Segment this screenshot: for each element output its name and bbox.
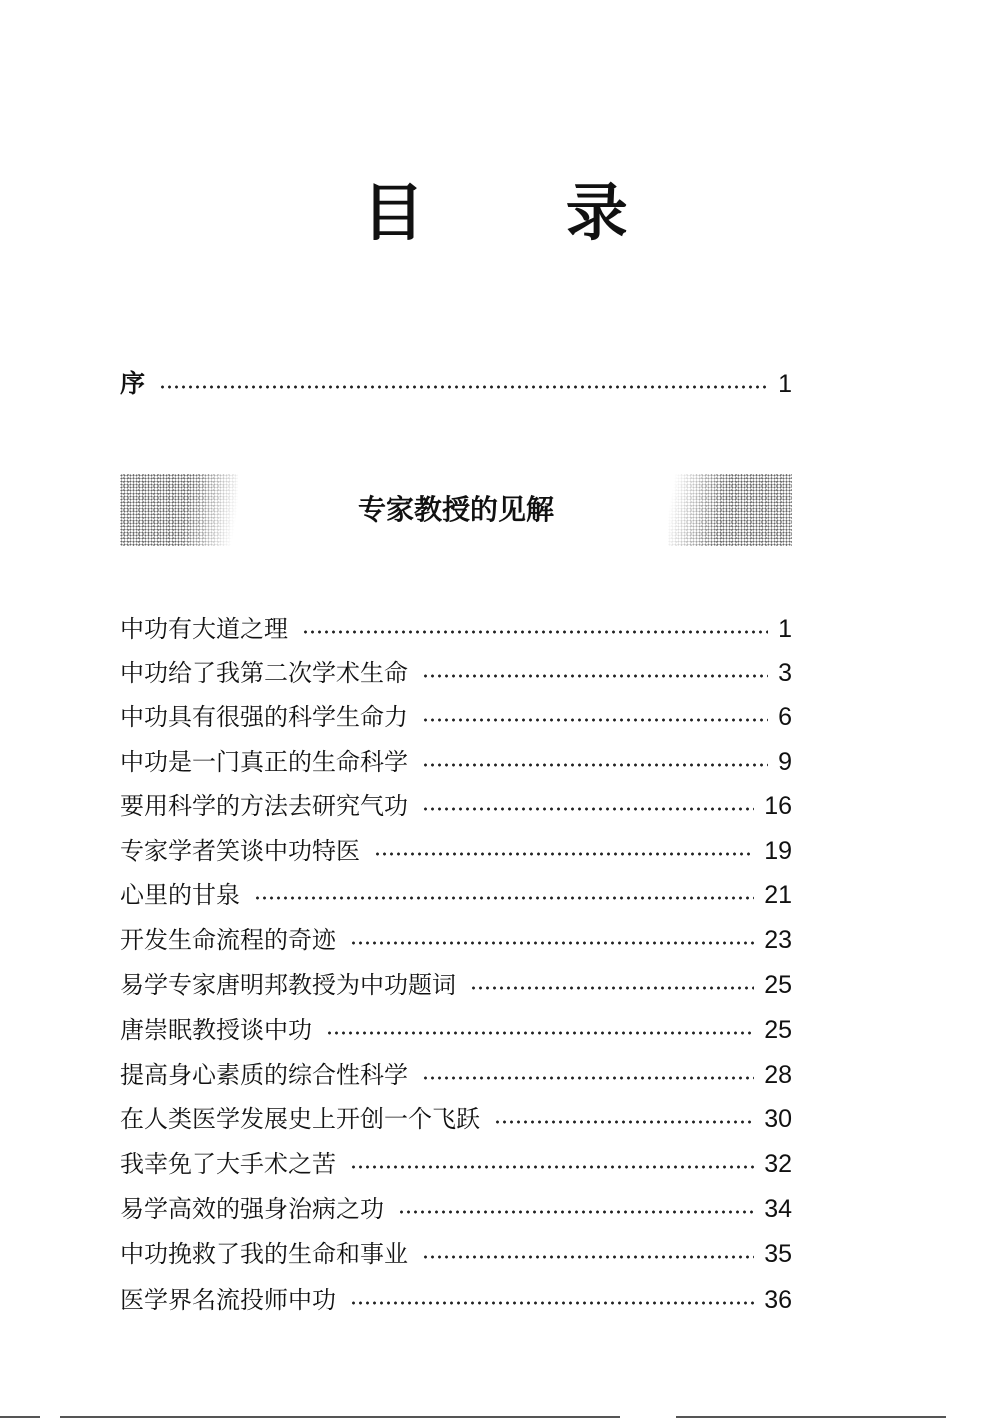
dot-leader bbox=[350, 1301, 754, 1305]
dot-leader bbox=[422, 1255, 754, 1259]
dot-leader bbox=[350, 941, 754, 945]
toc-entry[interactable] bbox=[120, 744, 792, 780]
toc-entry-page: 35 bbox=[764, 1240, 792, 1268]
toc-entry-page: 3 bbox=[778, 659, 792, 687]
dot-leader bbox=[422, 1076, 754, 1080]
dot-leader bbox=[494, 1120, 754, 1124]
dot-leader bbox=[470, 986, 754, 990]
toc-entry-label: 在人类医学发展史上开创一个飞跃 bbox=[120, 1105, 480, 1133]
toc-entry-label: 序 bbox=[120, 369, 146, 398]
toc-entry-page: 19 bbox=[764, 837, 792, 865]
dot-leader bbox=[326, 1031, 754, 1035]
bottom-rule bbox=[0, 1416, 40, 1418]
toc-entry[interactable] bbox=[120, 655, 792, 691]
dot-leader bbox=[422, 807, 754, 811]
dot-leader bbox=[159, 385, 768, 389]
toc-entry[interactable] bbox=[120, 833, 792, 869]
section-title: 专家教授的见解 bbox=[357, 493, 554, 526]
toc-entry[interactable] bbox=[120, 611, 792, 647]
halftone-ornament-right bbox=[668, 474, 792, 546]
toc-entry-page: 23 bbox=[764, 926, 792, 954]
toc-entry-label: 医学界名流投师中功 bbox=[120, 1286, 336, 1314]
toc-entry-page: 28 bbox=[764, 1061, 792, 1089]
toc-entry-label: 我幸免了大手术之苦 bbox=[120, 1150, 336, 1178]
dot-leader bbox=[422, 718, 768, 722]
toc-entry-page: 9 bbox=[778, 748, 792, 776]
toc-entry[interactable] bbox=[120, 967, 792, 1003]
toc-entry-label: 易学高效的强身治病之功 bbox=[120, 1195, 384, 1223]
dot-leader bbox=[422, 763, 768, 767]
dot-leader bbox=[302, 630, 768, 634]
toc-entry-page: 32 bbox=[764, 1150, 792, 1178]
toc-entry-label: 易学专家唐明邦教授为中功题词 bbox=[120, 971, 456, 999]
toc-entry-page: 21 bbox=[764, 881, 792, 909]
section-heading bbox=[120, 474, 792, 548]
toc-entry[interactable] bbox=[120, 1191, 792, 1227]
toc-entry-page: 6 bbox=[778, 703, 792, 731]
bottom-rule bbox=[60, 1416, 620, 1418]
toc-entry[interactable] bbox=[120, 1146, 792, 1182]
toc-entry-label: 中功具有很强的科学生命力 bbox=[120, 703, 408, 731]
toc-entry-page: 34 bbox=[764, 1195, 792, 1223]
toc-entry[interactable] bbox=[120, 699, 792, 735]
toc-entry[interactable] bbox=[120, 922, 792, 958]
toc-entry-page: 1 bbox=[778, 370, 792, 398]
toc-entry[interactable] bbox=[120, 1012, 792, 1048]
bottom-rule bbox=[676, 1416, 946, 1418]
toc-entry-label: 中功有大道之理 bbox=[120, 615, 288, 643]
toc-entry-label: 心里的甘泉 bbox=[120, 881, 240, 909]
toc-entry-label: 提高身心素质的综合性科学 bbox=[120, 1061, 408, 1089]
dot-leader bbox=[374, 852, 754, 856]
toc-entry[interactable] bbox=[120, 788, 792, 824]
toc-entry-label: 唐崇眠教授谈中功 bbox=[120, 1016, 312, 1044]
toc-entry[interactable] bbox=[120, 1057, 792, 1093]
toc-entry-page: 16 bbox=[764, 792, 792, 820]
page-title: 目 录 bbox=[362, 176, 688, 249]
dot-leader bbox=[422, 674, 768, 678]
toc-entry-label: 开发生命流程的奇迹 bbox=[120, 926, 336, 954]
toc-entry-label: 专家学者笑谈中功特医 bbox=[120, 837, 360, 865]
toc-entry-label: 中功给了我第二次学术生命 bbox=[120, 659, 408, 687]
toc-entry-label: 中功挽救了我的生命和事业 bbox=[120, 1240, 408, 1268]
toc-entry-label: 中功是一门真正的生命科学 bbox=[120, 748, 408, 776]
toc-entry-page: 25 bbox=[764, 1016, 792, 1044]
toc-entry-page: 1 bbox=[778, 615, 792, 643]
dot-leader bbox=[398, 1210, 754, 1214]
toc-entry[interactable] bbox=[120, 877, 792, 913]
dot-leader bbox=[350, 1165, 754, 1169]
toc-entry-page: 25 bbox=[764, 971, 792, 999]
toc-entry[interactable] bbox=[120, 1282, 792, 1318]
toc-entry[interactable] bbox=[120, 1101, 792, 1137]
toc-entry-label: 要用科学的方法去研究气功 bbox=[120, 792, 408, 820]
toc-entry-page: 30 bbox=[764, 1105, 792, 1133]
toc-entry[interactable] bbox=[120, 1236, 792, 1272]
toc-entry-page: 36 bbox=[764, 1286, 792, 1314]
dot-leader bbox=[254, 896, 754, 900]
toc-entry-preface[interactable] bbox=[120, 366, 792, 402]
